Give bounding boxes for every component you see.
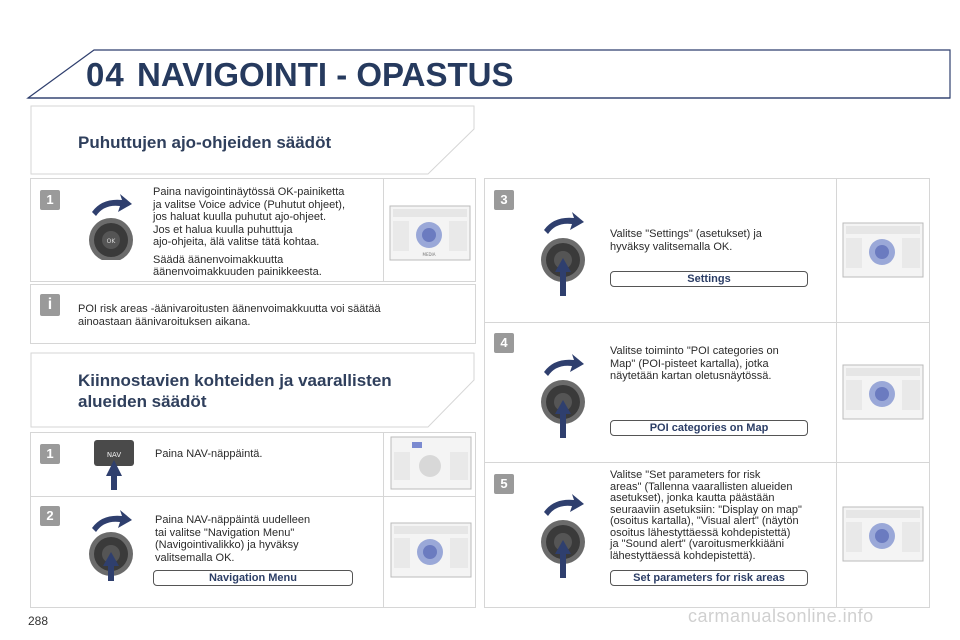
text-line: Map" (POI-pisteet kartalla), jotka [610, 357, 769, 370]
rotary-controller-icon [82, 506, 142, 582]
info-text [78, 303, 381, 328]
step-text [153, 186, 345, 279]
section-title: Puhuttujen ajo-ohjeiden säädöt [78, 133, 332, 152]
text-line: Jos et halua kuulla puhuttuja [153, 223, 293, 236]
watermark: carmanualsonline.info [688, 606, 874, 626]
rotary-controller-icon [534, 490, 594, 580]
text-line: ja valitse Voice advice (Puhutut ohjeet), [153, 198, 346, 211]
set-parameters-label: Set parameters for risk areas [610, 570, 808, 586]
nav-button-icon [92, 438, 136, 492]
text-line: näytetään kartan oletusnäytössä. [610, 370, 772, 382]
title-line: alueiden säädöt [78, 392, 207, 411]
text-line: areas" (Tallenna vaarallisten alueiden [610, 480, 793, 493]
radio-unit-image [842, 364, 924, 420]
text-line: hyväksy valitsemalla OK. [610, 240, 733, 253]
text-line: ja "Sound alert" (varoitusmerkkiääni [610, 538, 785, 550]
svg-text:MEDIA: MEDIA [422, 252, 436, 257]
radio-unit-image [842, 222, 924, 278]
navigation-menu-label: Navigation Menu [153, 570, 353, 586]
step-text [610, 228, 762, 253]
chapter-number: 04 [86, 56, 125, 93]
step-text [610, 470, 802, 562]
nav-button-label: NAV [106, 451, 122, 459]
text-line: (osoitus kartalla), "Visual alert" (näytön [610, 515, 799, 527]
rotary-controller-icon [534, 208, 594, 298]
text-line: jos haluat kuulla puhutut ajo-ohjeet. [153, 211, 327, 223]
step-badge: 5 [494, 474, 514, 494]
text-line: (Navigointivalikko) ja hyväksy [155, 539, 299, 551]
step-badge: 3 [494, 190, 514, 210]
text-line: lähestyttäessä kohdepistettä). [610, 549, 756, 562]
radio-unit-image [389, 205, 471, 261]
rotary-controller-icon [82, 190, 142, 260]
info-icon: i [40, 294, 60, 316]
radio-unit-image [842, 506, 924, 562]
radio-unit-image [390, 522, 472, 578]
svg-text:OK: OK [106, 238, 116, 245]
text-line: Valitse "Set parameters for risk [610, 469, 761, 481]
page-number: 288 [28, 614, 49, 628]
text-line: Paina navigointinäytössä OK-painiketta [153, 186, 345, 198]
text-line: POI risk areas -äänivaroitusten äänenvoimakkuutta voi säätää [78, 303, 381, 315]
text-line: tai valitse "Navigation Menu" [155, 526, 295, 539]
text-line: osoitus lähestyttäessä kohdepistettä) [610, 526, 791, 539]
radio-unit-image [390, 436, 472, 490]
step-badge: 2 [40, 506, 60, 526]
rotary-controller-icon [534, 350, 594, 440]
text-line: Säädä äänenvoimakkuutta [153, 253, 284, 266]
step-text: Paina NAV-näppäintä. [155, 448, 263, 460]
step-badge: 1 [40, 444, 60, 464]
text-line: seuraaviin asetuksiin: "Display on map" [610, 503, 802, 516]
step-text [155, 514, 310, 564]
text-line: Paina NAV-näppäintä uudelleen [155, 514, 311, 526]
chapter-title: NAVIGOINTI - OPASTUS [137, 56, 514, 93]
text-line: Valitse "Settings" (asetukset) ja [610, 228, 762, 240]
title-line: Kiinnostavien kohteiden ja vaarallisten [78, 371, 392, 390]
settings-label: Settings [610, 271, 808, 287]
poi-categories-label: POI categories on Map [610, 420, 808, 436]
section-title [78, 370, 392, 412]
text-line: Valitse toiminto "POI categories on [610, 345, 779, 357]
step-badge: 1 [40, 190, 60, 210]
text-line: äänenvoimakkuuden painikkeesta. [153, 266, 322, 278]
text-line: ainoastaan äänivaroituksen aikana. [78, 315, 251, 328]
text-line: ajo-ohjeita, älä valitse tätä kohtaa. [153, 236, 320, 248]
text-line: asetukset), jonka kautta päästään [610, 492, 775, 504]
step-text [610, 345, 779, 383]
step-badge: 4 [494, 333, 514, 353]
text-line: valitsemalla OK. [155, 551, 235, 564]
